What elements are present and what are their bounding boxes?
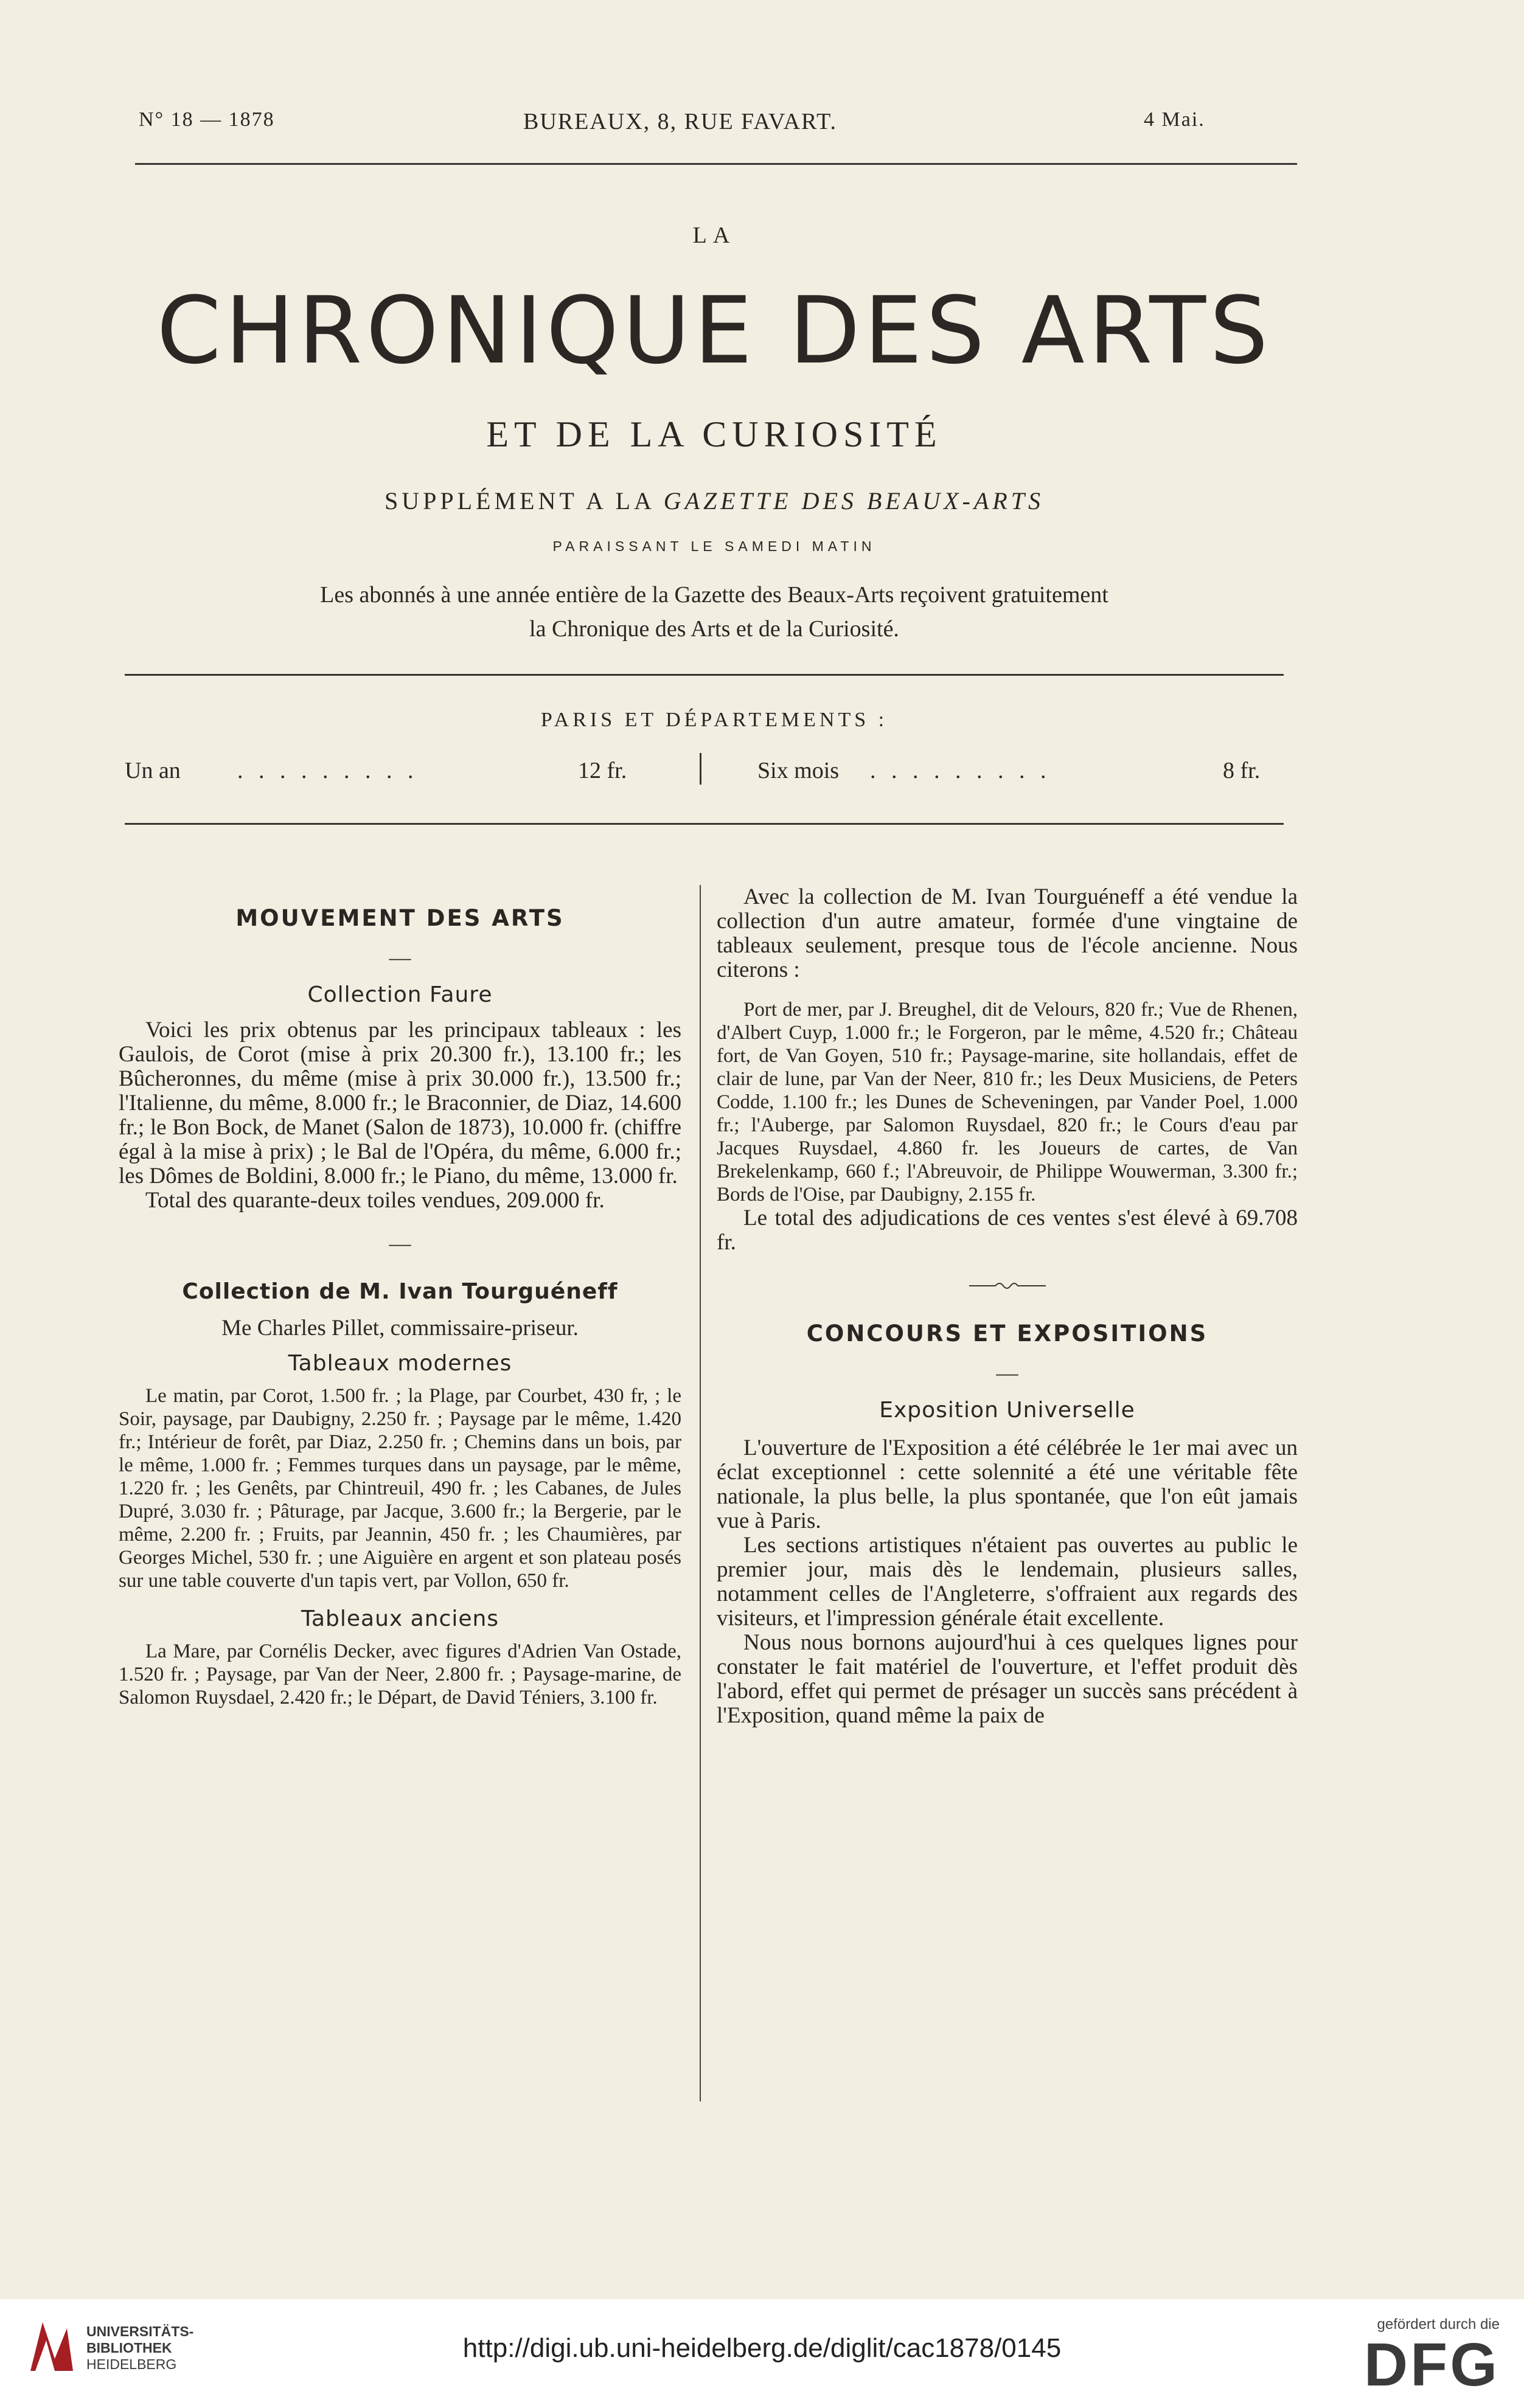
section-title-mouvement: MOUVEMENT DES ARTS (235, 905, 565, 931)
issue-date: 4 Mai. (1144, 108, 1205, 131)
ornament-divider (717, 1273, 1298, 1297)
subscribers-note (0, 578, 1428, 646)
one-year-dots: . . . . . . . . . (237, 758, 419, 783)
adjudications-total: Le total des adjudications de ces ventes s'est élevé à 69.708 fr. (717, 1206, 1298, 1255)
section-title-concours: CONCOURS ET EXPOSITIONS (806, 1320, 1208, 1347)
exposition-paragraph-1: L'ouverture de l'Exposition a été célébrée le 1er mai avec un éclat exceptionnel : cette solennité a été une véritable fête nationale, la plus belle, la plus spontanée, que l'on eût jamais vue à Paris. (717, 1435, 1298, 1533)
heading-tableaux-modernes: Tableaux modernes (288, 1351, 512, 1376)
second-collection-list: Port de mer, par J. Breughel, dit de Velours, 820 fr.; Vue de Rhenen, d'Albert Cuyp, 1.000 fr.; le Forgeron, par le même, 4.520 fr.; Château fort, de Van Goyen, 510 fr.; Paysage-marine, site hollandais, effet de clair de lune, par Van der Neer, 810 fr.; les Deux Musiciens, de Peters Codde, 1.100 fr.; les Dunes de Scheveningen, par Vander Poel, 1.000 fr.; l'Auberge, par Salomon Ruysdael, 820 fr.; le Cours d'eau par Jacques Ruysdael, 4.860 fr. les Joueurs de cartes, de Van Brekelenkamp, 660 f.; l'Abreuvoir, de Philippe Wouwerman, 3.300 fr.; Bords de l'Oise, par Daubigny, 2.155 fr. (717, 999, 1298, 1206)
separator-dash: — (996, 1361, 1018, 1385)
heading-collection-faure: Collection Faure (307, 982, 493, 1007)
ancient-paintings-list: La Mare, par Cornélis Decker, avec figures d'Adrien Van Ostade, 1.520 fr. ; Paysage, par Van der Neer, 2.800 fr. ; Paysage-marine, de Salomon Ruysdael, 2.420 fr.; le Départ, de David Téniers, 3.100 fr. (119, 1640, 681, 1709)
six-months-dots: . . . . . . . . . (870, 758, 1051, 783)
auctioneer-line: Me Charles Pillet, commissaire-priseur. (221, 1316, 579, 1341)
permalink-url[interactable]: http://digi.ub.uni-heidelberg.de/diglit/cac1878/0145 (462, 2333, 1062, 2363)
right-column (717, 885, 1298, 1728)
left-column (119, 906, 681, 1709)
masthead-title: CHRONIQUE DES ARTS (156, 277, 1272, 384)
modern-paintings-list: Le matin, par Corot, 1.500 fr. ; la Plage, par Courbet, 430 fr, ; le Soir, paysage, par Daubigny, 2.250 fr. ; Paysage par le même, 1.420 fr.; Intérieur de forêt, par Diaz, 2.250 fr. ; Chemins dans un bois, par le même, 1.000 fr. ; Femmes turques dans un paysage, par le même, 1.220 fr. ; les Genêts, par Chintreuil, 490 fr. ; les Cabanes, de Jules Dupré, 3.030 fr. ; Pâturage, par Jacque, 3.600 fr.; la Bergerie, par le même, 2.200 fr. ; Fruits, par Jeannin, 450 fr. ; les Chaumières, par Georges Michel, 530 fr. ; une Aiguière en argent et son plateau posés sur une table couverte d'un tapis vert, par Vollon, 650 fr. (119, 1385, 681, 1592)
pricing-separator (700, 753, 701, 785)
second-collection-intro: Avec la collection de M. Ivan Tourguéneff a été vendue la collection d'un autre amateur, formée d'une vingtaine de tableaux seulement, presque tous de l'école ancienne. Nous citerons : (717, 884, 1298, 982)
ornament-icon (968, 1280, 1047, 1292)
subscribers-line-2: la Chronique des Arts et de la Curiosité. (529, 616, 899, 642)
masthead-subtitle: ET DE LA CURIOSITÉ (486, 414, 942, 454)
heading-exposition-universelle: Exposition Universelle (879, 1398, 1135, 1423)
faure-prices-paragraph: Voici les prix obtenus par les principaux tableaux : les Gaulois, de Corot (mise à prix 20.300 fr.), 13.100 fr.; les Bûcheronnes, du même (mise à prix 30.000 fr.), 13.500 fr.; l'Italienne, du même, 8.000 fr.; le Braconnier, de Diaz, 14.600 fr.; le Bon Bock, de Manet (Salon de 1873), 10.000 fr. (chiffre égal à la mise à prix) ; le Bal de l'Opéra, du même, 6.000 fr.; les Dômes de Boldini, 8.000 fr.; le Piano, du même, 13.000 fr. (119, 1018, 681, 1188)
separator-dash: — (389, 945, 411, 970)
supplement-prefix: SUPPLÉMENT A LA (384, 487, 654, 515)
heading-tableaux-anciens: Tableaux anciens (301, 1606, 499, 1631)
column-divider (700, 885, 701, 2101)
publication-schedule: PARAISSANT LE SAMEDI MATIN (552, 538, 876, 554)
exposition-paragraph-3: Nous nous bornons aujourd'hui à ces quelques lignes pour constater le fait matériel de l'ouverture, et l'effet produit dès l'abord, effet qui permet de présager un succès sans précédent à l'Exposition, quand même la paix de (717, 1630, 1298, 1728)
institution-line-3: HEIDELBERG (86, 2356, 177, 2372)
one-year-price: 12 fr. (578, 758, 627, 783)
separator-dash: — (389, 1231, 411, 1255)
supplement-gazette: GAZETTE DES BEAUX-ARTS (663, 487, 1044, 515)
pricing-heading: PARIS ET DÉPARTEMENTS : (540, 709, 888, 731)
pricing-rule (125, 823, 1284, 825)
six-months-label: Six mois (757, 758, 840, 783)
funded-by-label: gefördert durch die (1377, 2316, 1500, 2333)
masthead-article: LA (692, 223, 736, 248)
office-address: BUREAUX, 8, RUE FAVART. (523, 109, 837, 134)
six-months-price: 8 fr. (1223, 758, 1261, 783)
dfg-logo: DFG (1363, 2331, 1500, 2399)
faure-total: Total des quarante-deux toiles vendues, 209.000 fr. (145, 1188, 605, 1213)
subscribers-line-1: Les abonnés à une année entière de la Gazette des Beaux-Arts reçoivent gratuitement (320, 582, 1108, 608)
masthead-rule (125, 674, 1284, 676)
issue-number: N° 18 — 1878 (139, 108, 275, 131)
heading-collection-tourgueneff: Collection de M. Ivan Tourguéneff (182, 1279, 618, 1304)
exposition-paragraph-2: Les sections artistiques n'étaient pas ouvertes au public le premier jour, mais dès le lendemain, plusieurs salles, notamment celles de l'Angleterre, s'offraient aux regards des visiteurs, et l'impression générale était excellente. (717, 1533, 1298, 1631)
institution-line-1: UNIVERSITÄTS- (86, 2323, 194, 2339)
header-rule (135, 163, 1297, 165)
one-year-label: Un an (125, 758, 181, 783)
supplement-line (0, 487, 1428, 515)
institution-line-2: BIBLIOTHEK (86, 2340, 172, 2356)
